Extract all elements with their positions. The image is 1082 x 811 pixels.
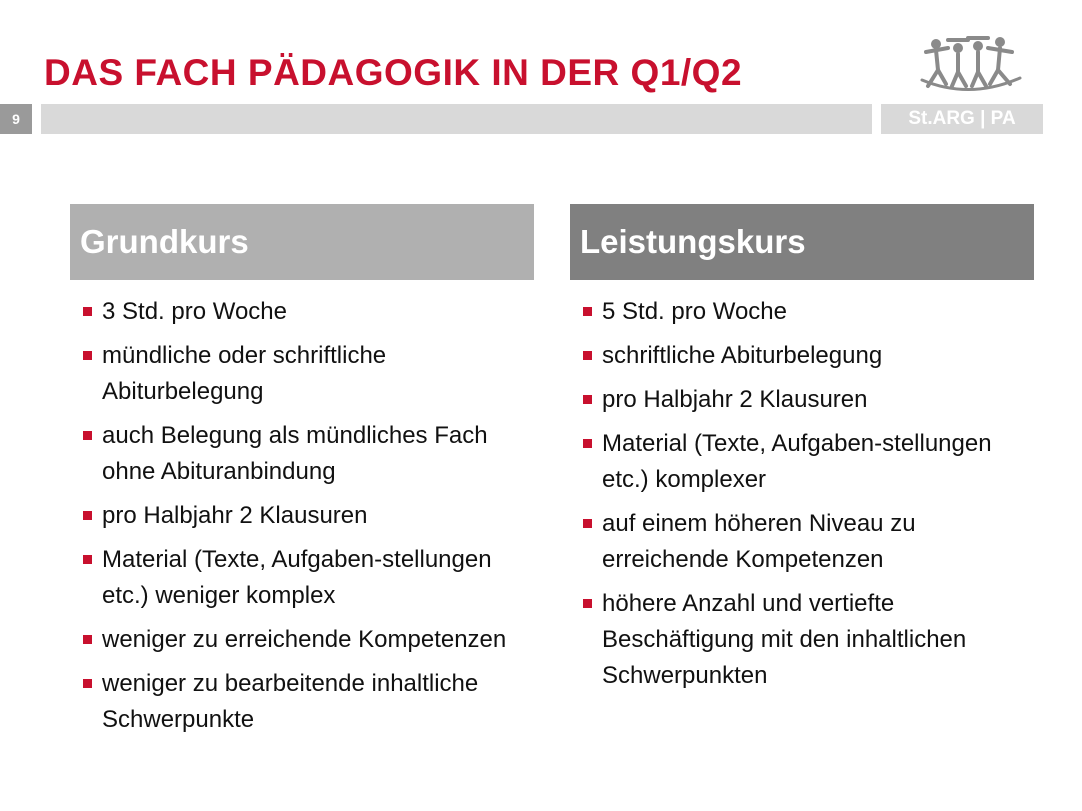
- header-bar: [41, 104, 872, 134]
- leistungskurs-column: [570, 204, 1034, 702]
- brand-label: St.ARG | PA: [881, 104, 1043, 134]
- bullet-icon: [583, 439, 592, 448]
- bullet-icon: [83, 635, 92, 644]
- grundkurs-heading: Grundkurs: [70, 204, 534, 280]
- bullet-icon: [583, 307, 592, 316]
- list-item: weniger zu erreichende Kompetenzen: [70, 622, 534, 658]
- bullet-icon: [83, 431, 92, 440]
- list-item: mündliche oder schriftliche Abiturbelegung: [70, 338, 534, 410]
- bullet-icon: [83, 679, 92, 688]
- bullet-icon: [583, 519, 592, 528]
- bullet-icon: [83, 307, 92, 316]
- bullet-icon: [83, 351, 92, 360]
- list-item: pro Halbjahr 2 Klausuren: [70, 498, 534, 534]
- people-group-logo-icon: [914, 22, 1026, 100]
- list-item: weniger zu bearbeitende inhaltliche Schwerpunkte: [70, 666, 534, 738]
- leistungskurs-list: [570, 294, 1034, 694]
- leistungskurs-heading: Leistungskurs: [570, 204, 1034, 280]
- list-item: höhere Anzahl und vertiefte Beschäftigung mit den inhaltlichen Schwerpunkten: [570, 586, 1034, 694]
- bullet-icon: [583, 395, 592, 404]
- page-number: 9: [0, 104, 32, 134]
- bullet-icon: [83, 511, 92, 520]
- bullet-icon: [583, 599, 592, 608]
- list-item: pro Halbjahr 2 Klausuren: [570, 382, 1034, 418]
- list-item: 5 Std. pro Woche: [570, 294, 1034, 330]
- slide-title: DAS FACH PÄDAGOGIK IN DER Q1/Q2: [44, 52, 743, 93]
- list-item: Material (Texte, Aufgaben-stellungen etc.) weniger komplex: [70, 542, 534, 614]
- bullet-icon: [583, 351, 592, 360]
- list-item: schriftliche Abiturbelegung: [570, 338, 1034, 374]
- list-item: auch Belegung als mündliches Fach ohne Abituranbindung: [70, 418, 534, 490]
- list-item: auf einem höheren Niveau zu erreichende Kompetenzen: [570, 506, 1034, 578]
- list-item: 3 Std. pro Woche: [70, 294, 534, 330]
- grundkurs-list: [70, 294, 534, 738]
- list-item: Material (Texte, Aufgaben-stellungen etc.) komplexer: [570, 426, 1034, 498]
- grundkurs-column: [70, 204, 534, 746]
- bullet-icon: [83, 555, 92, 564]
